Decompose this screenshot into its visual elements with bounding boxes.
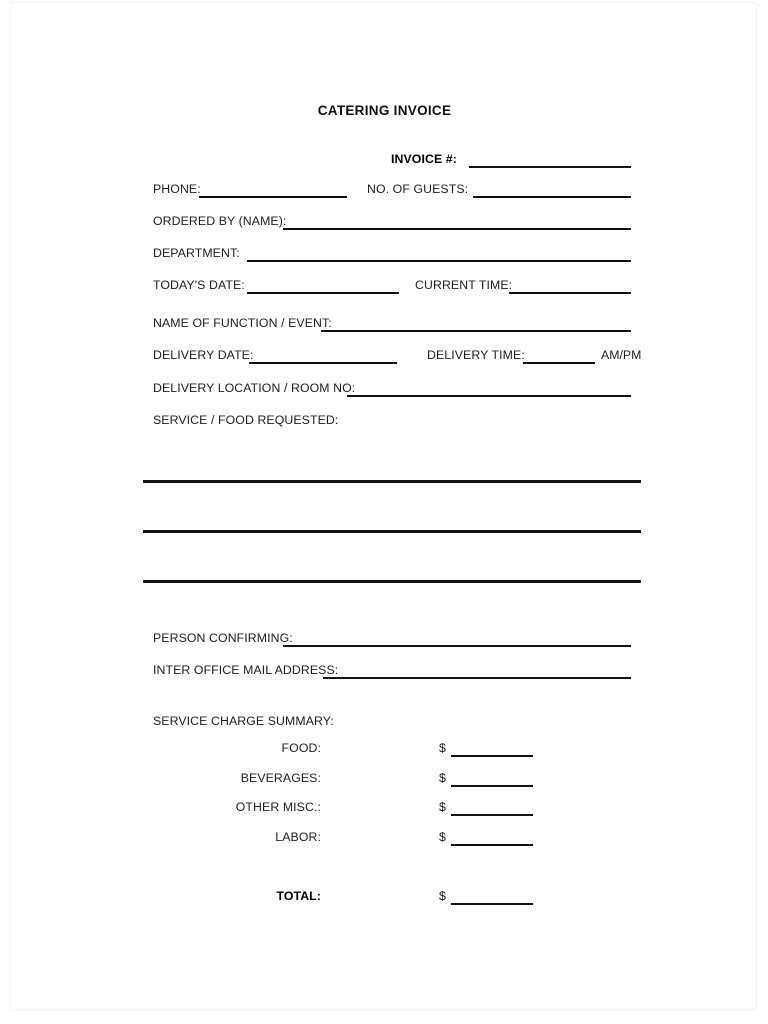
service-charge-summary-heading: SERVICE CHARGE SUMMARY: bbox=[153, 714, 334, 728]
other-misc-amount-input[interactable] bbox=[451, 814, 533, 816]
service-food-requested-label: SERVICE / FOOD REQUESTED: bbox=[153, 413, 339, 427]
beverages-currency-symbol: $ bbox=[439, 771, 446, 785]
inter-office-mail-input[interactable] bbox=[323, 677, 631, 679]
summary-row-beverages bbox=[11, 768, 758, 790]
food-amount-input[interactable] bbox=[451, 755, 533, 757]
todays-date-input[interactable] bbox=[247, 292, 399, 294]
ordered-by-label: ORDERED BY (NAME): bbox=[153, 214, 287, 228]
summary-row-other-misc bbox=[11, 797, 758, 819]
total-amount-input[interactable] bbox=[451, 903, 533, 905]
field-row-date-time bbox=[11, 275, 758, 297]
field-row-invoice-number bbox=[11, 149, 758, 171]
field-row-delivery-date-time bbox=[11, 345, 758, 367]
delivery-time-label: DELIVERY TIME: bbox=[427, 348, 525, 362]
field-row-function-name bbox=[11, 313, 758, 335]
field-row-service-food-requested bbox=[11, 410, 758, 432]
person-confirming-label: PERSON CONFIRMING: bbox=[153, 631, 293, 645]
summary-row-labor bbox=[11, 827, 758, 849]
service-charge-summary-heading-row bbox=[11, 711, 758, 733]
field-row-department bbox=[11, 243, 758, 265]
total-label: TOTAL: bbox=[276, 889, 321, 903]
request-line-3[interactable] bbox=[143, 580, 641, 583]
field-row-ordered-by bbox=[11, 211, 758, 233]
field-row-delivery-location bbox=[11, 378, 758, 400]
invoice-number-input[interactable] bbox=[469, 166, 631, 168]
labor-label: LABOR: bbox=[275, 830, 321, 844]
delivery-time-input[interactable] bbox=[523, 362, 595, 364]
guests-label: NO. OF GUESTS: bbox=[367, 182, 469, 196]
request-line-2[interactable] bbox=[143, 530, 641, 533]
function-name-label: NAME OF FUNCTION / EVENT: bbox=[153, 316, 332, 330]
beverages-label: BEVERAGES: bbox=[240, 771, 321, 785]
department-label: DEPARTMENT: bbox=[153, 246, 240, 260]
person-confirming-input[interactable] bbox=[283, 645, 631, 647]
phone-input[interactable] bbox=[199, 196, 347, 198]
request-line-1[interactable] bbox=[143, 480, 641, 483]
phone-label: PHONE: bbox=[153, 182, 201, 196]
other-misc-currency-symbol: $ bbox=[439, 800, 446, 814]
field-row-inter-office-mail bbox=[11, 660, 758, 682]
current-time-input[interactable] bbox=[509, 292, 631, 294]
ordered-by-input[interactable] bbox=[283, 228, 631, 230]
summary-row-total bbox=[11, 886, 758, 908]
invoice-number-label: INVOICE #: bbox=[391, 152, 457, 166]
function-name-input[interactable] bbox=[321, 330, 631, 332]
inter-office-mail-label: INTER OFFICE MAIL ADDRESS: bbox=[153, 663, 339, 677]
labor-amount-input[interactable] bbox=[451, 844, 533, 846]
invoice-page bbox=[10, 2, 757, 1010]
field-row-person-confirming bbox=[11, 628, 758, 650]
other-misc-label: OTHER MISC.: bbox=[235, 800, 321, 814]
field-row-phone-guests bbox=[11, 179, 758, 201]
delivery-date-input[interactable] bbox=[249, 362, 397, 364]
food-label: FOOD: bbox=[281, 741, 321, 755]
current-time-label: CURRENT TIME: bbox=[415, 278, 513, 292]
delivery-location-label: DELIVERY LOCATION / ROOM NO: bbox=[153, 381, 356, 395]
delivery-location-input[interactable] bbox=[347, 395, 631, 397]
delivery-time-ampm-label: AM/PM bbox=[601, 348, 642, 362]
delivery-date-label: DELIVERY DATE: bbox=[153, 348, 254, 362]
labor-currency-symbol: $ bbox=[439, 830, 446, 844]
page-title: CATERING INVOICE bbox=[317, 103, 452, 118]
total-currency-symbol: $ bbox=[439, 889, 446, 903]
food-currency-symbol: $ bbox=[439, 741, 446, 755]
department-input[interactable] bbox=[247, 260, 631, 262]
summary-row-food bbox=[11, 738, 758, 760]
todays-date-label: TODAY'S DATE: bbox=[153, 278, 245, 292]
guests-input[interactable] bbox=[473, 196, 631, 198]
beverages-amount-input[interactable] bbox=[451, 785, 533, 787]
